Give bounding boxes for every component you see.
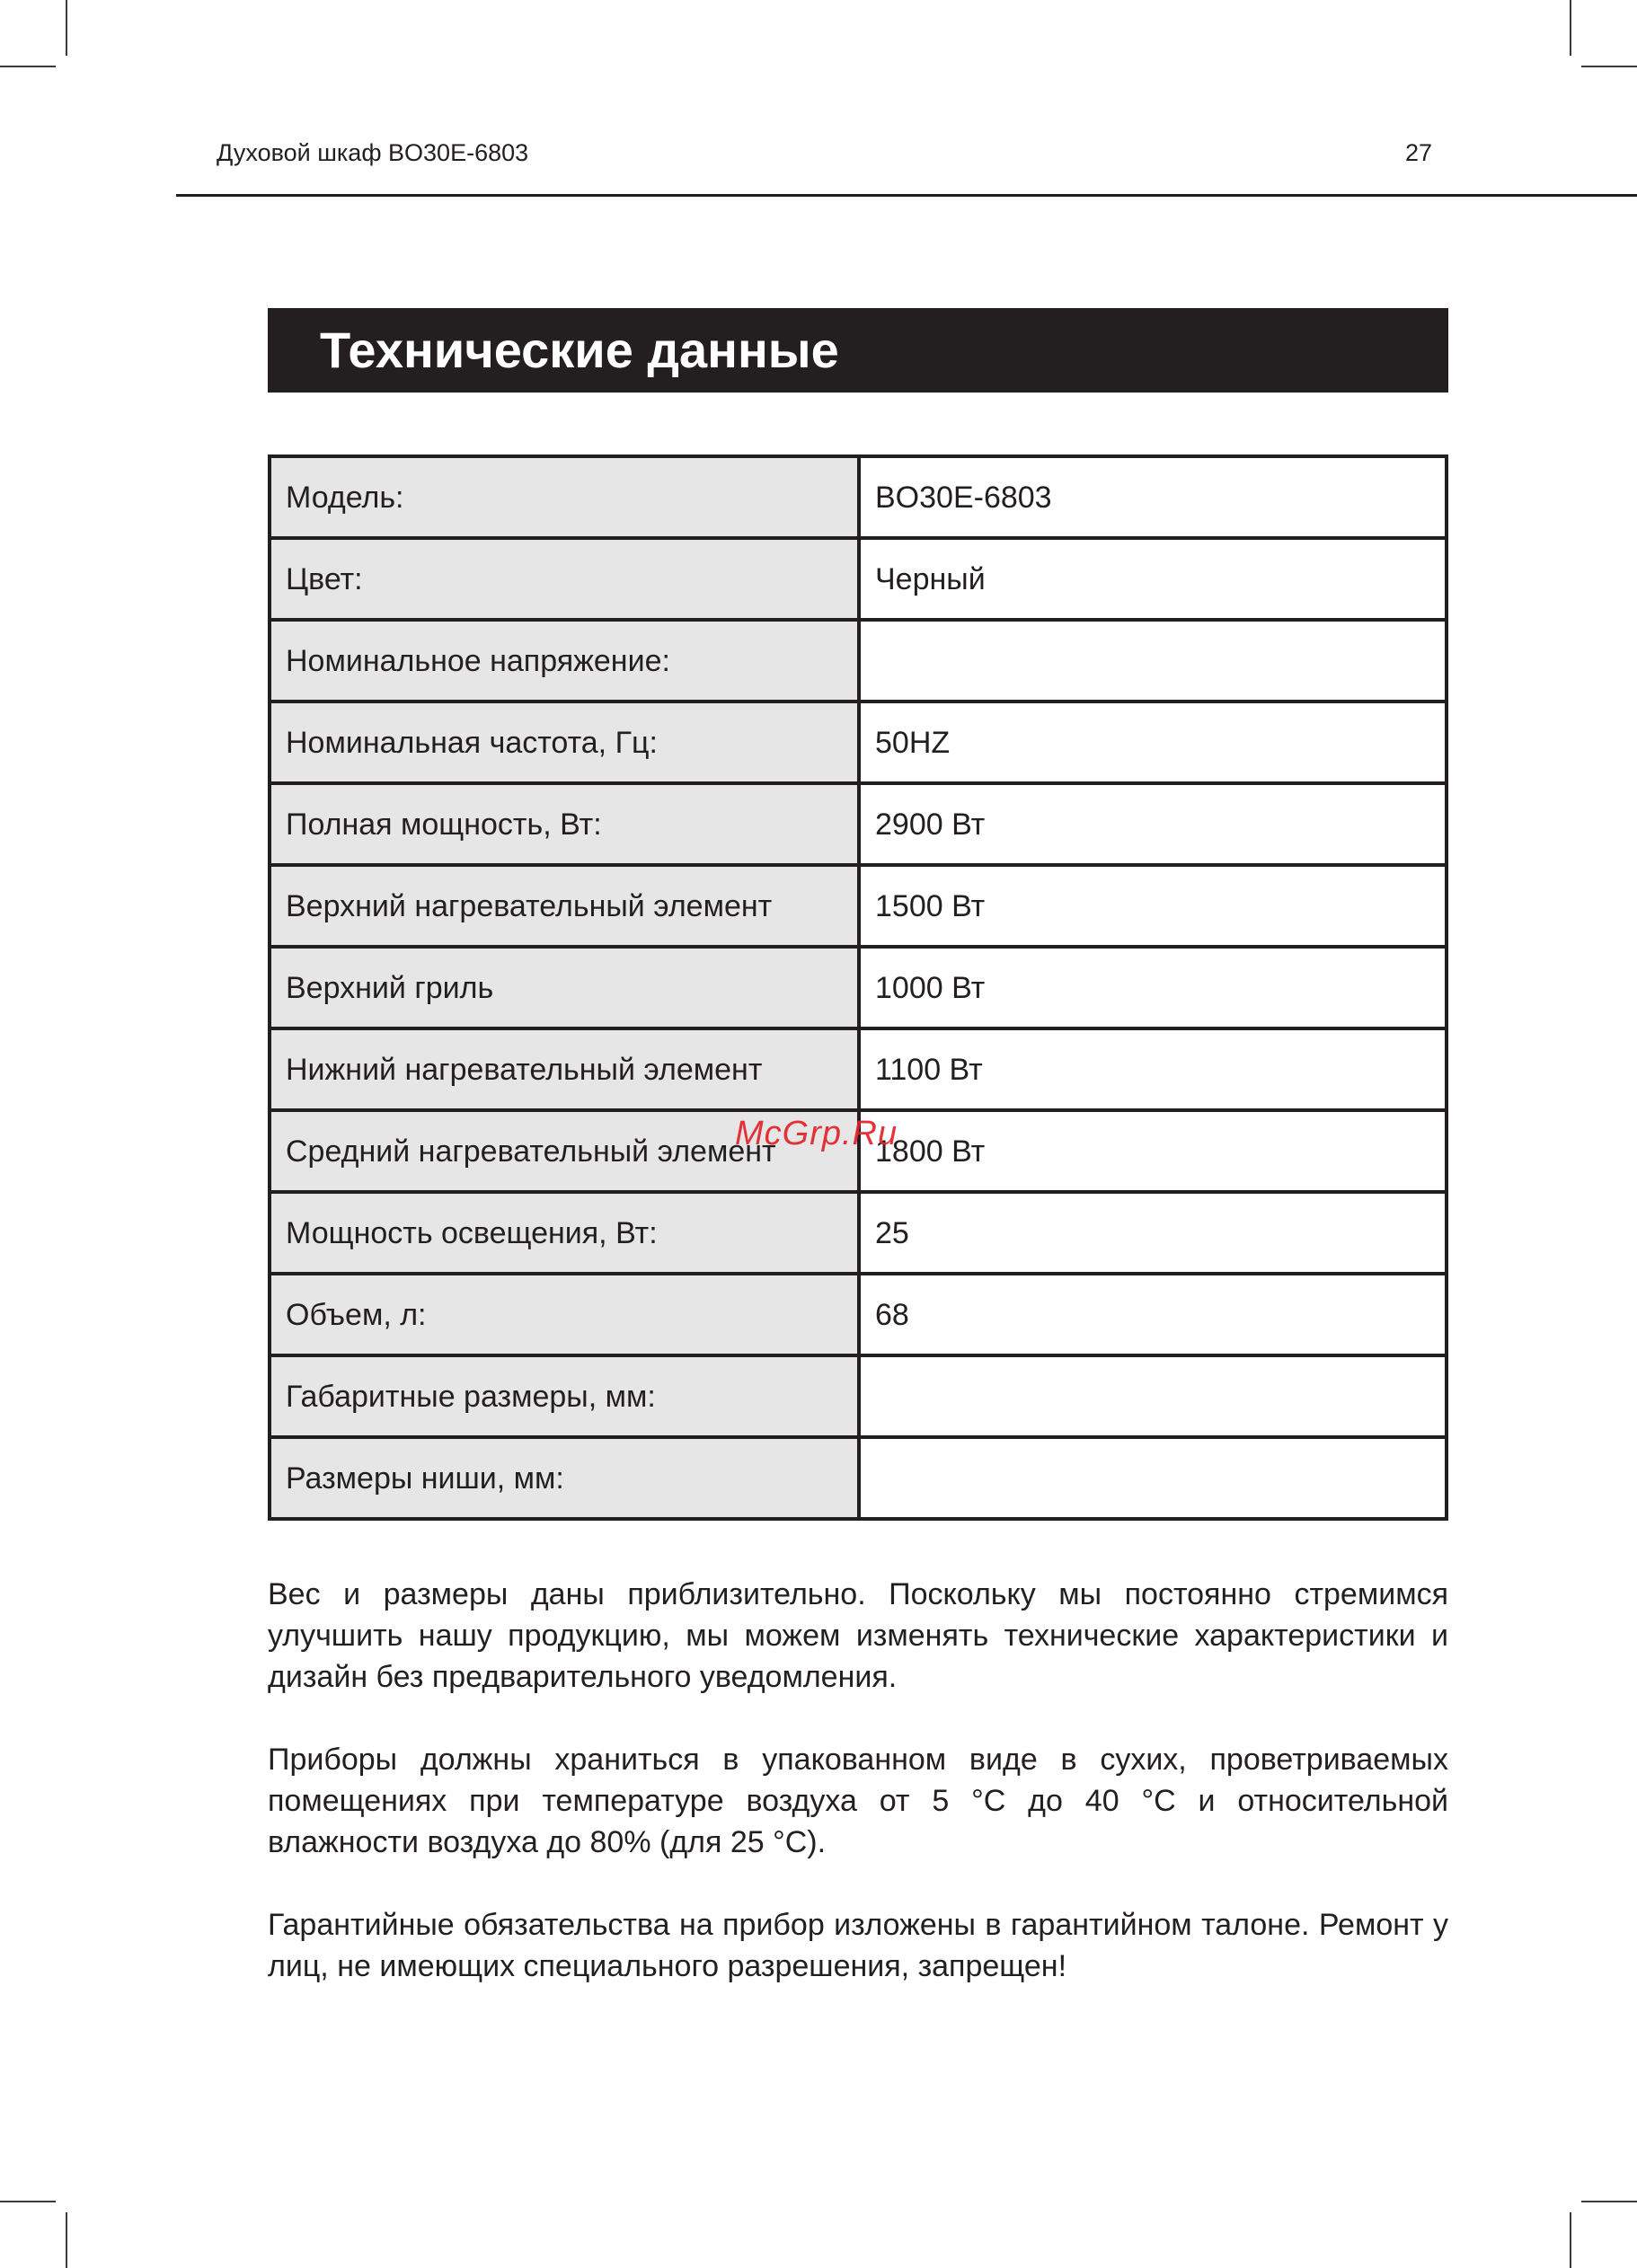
spec-value	[859, 620, 1447, 702]
crop-mark	[0, 2201, 56, 2202]
section-title-bar	[268, 308, 1448, 393]
spec-label: Номинальное напряжение:	[270, 620, 859, 702]
paragraph-storage: Приборы должны храниться в упакованном виде в сухих, проветриваемых помещениях при температуре воздуха от 5 °С до 40 °С и относительной влажности воздуха до 80% (для 25 °С).	[268, 1743, 1448, 1859]
crop-mark	[1581, 66, 1637, 67]
spec-label: Верхний гриль	[270, 947, 859, 1028]
crop-mark	[0, 66, 56, 67]
spec-label: Номинальная частота, Гц:	[270, 702, 859, 783]
spec-value: 50HZ	[859, 702, 1447, 783]
crop-mark	[1570, 0, 1571, 56]
crop-mark	[66, 0, 67, 56]
table-row	[270, 1192, 1447, 1274]
table-row	[270, 538, 1447, 620]
table-row	[270, 1028, 1447, 1110]
spec-label: Цвет:	[270, 538, 859, 620]
spec-value: 1800 Вт	[859, 1110, 1447, 1192]
table-row	[270, 783, 1447, 865]
spec-value: BO30E-6803	[859, 456, 1447, 538]
specs-table	[268, 454, 1448, 1521]
spec-value: 1500 Вт	[859, 865, 1447, 947]
spec-value	[859, 1437, 1447, 1519]
spec-value: Черный	[859, 538, 1447, 620]
crop-mark	[1581, 2201, 1637, 2202]
spec-label: Модель:	[270, 456, 859, 538]
spec-value: 25	[859, 1192, 1447, 1274]
table-row	[270, 456, 1447, 538]
running-header-title: Духовой шкаф BO30E-6803	[217, 139, 529, 166]
paragraph-disclaimer: Вес и размеры даны приблизительно. Поскольку мы постоянно стремимся улучшить нашу продукцию, мы можем изменять технические характеристики и дизайн без предварительного уведомления.	[268, 1577, 1448, 1694]
crop-mark	[1570, 2212, 1571, 2268]
watermark: McGrp.Ru	[735, 1115, 898, 1152]
table-row	[270, 1355, 1447, 1437]
table-row	[270, 865, 1447, 947]
paragraph-warranty: Гарантийные обязательства на прибор изложены в гарантийном талоне. Ремонт у лиц, не имеющих специального разрешения, запрещен!	[268, 1908, 1448, 1983]
table-row	[270, 947, 1447, 1028]
crop-mark	[66, 2212, 67, 2268]
spec-value: 2900 Вт	[859, 783, 1447, 865]
table-row	[270, 1274, 1447, 1355]
spec-label: Полная мощность, Вт:	[270, 783, 859, 865]
spec-label: Объем, л:	[270, 1274, 859, 1355]
spec-label: Габаритные размеры, мм:	[270, 1355, 859, 1437]
table-row	[270, 620, 1447, 702]
spec-label: Мощность освещения, Вт:	[270, 1192, 859, 1274]
spec-value: 1000 Вт	[859, 947, 1447, 1028]
table-row	[270, 1437, 1447, 1519]
spec-label: Средний нагревательный элемент	[270, 1110, 859, 1192]
spec-value: 68	[859, 1274, 1447, 1355]
spec-label: Верхний нагревательный элемент	[270, 865, 859, 947]
spec-value: 1100 Вт	[859, 1028, 1447, 1110]
page-number: 27	[1404, 139, 1432, 166]
spec-label: Нижний нагревательный элемент	[270, 1028, 859, 1110]
spec-label: Размеры ниши, мм:	[270, 1437, 859, 1519]
section-title: Технические данные	[320, 322, 839, 378]
table-row	[270, 702, 1447, 783]
spec-value	[859, 1355, 1447, 1437]
header-rule	[176, 194, 1637, 197]
